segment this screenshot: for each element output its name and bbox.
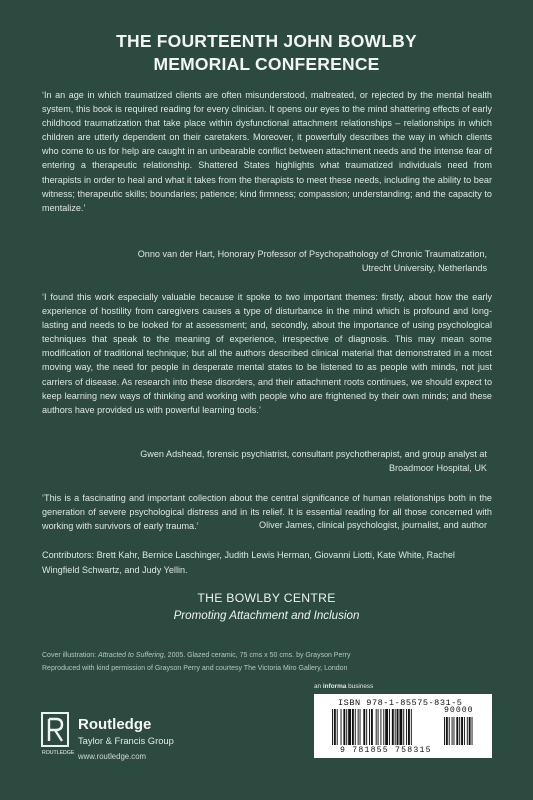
credits-prefix: Cover illustration: <box>42 652 97 659</box>
attribution-line: Gwen Adshead, forensic psychiatrist, consultant psychotherapist, and group analyst at <box>140 449 487 459</box>
attribution-line: Onno van der Hart, Honorary Professor of Psychopathology of Chronic Traumatization, <box>137 249 487 259</box>
cover-credits <box>42 650 442 675</box>
barcode-addon-digits: 90000 <box>444 706 474 715</box>
endorsement-attribution-2 <box>67 447 487 475</box>
contributors-list: Contributors: Brett Kahr, Bernice Laschinger, Judith Lewis Herman, Giovanni Liotti, Kate White, Rachel Wingfield Schwartz, and Judy Yellin. <box>42 550 455 575</box>
publisher-group: Taylor & Francis Group <box>78 735 174 746</box>
credits-line-1 <box>42 650 442 663</box>
endorsement-quote-3: ‘This is a fascinating and important collection about the central significance of human relationships both in the generation of severe psychological distress and in its relief. It is essential reading for all those concerned with working with survivors of early trauma.’ <box>42 493 492 532</box>
credits-line-2: Reproduced with kind permission of Grayson Perry and courtesy The Victoria Miro Gallery, London <box>42 664 348 672</box>
routledge-logo-icon <box>41 712 75 756</box>
publisher-name: Routledge <box>78 716 152 733</box>
informa-brand: informa <box>322 683 347 690</box>
title-line-2: MEMORIAL CONFERENCE <box>153 54 380 74</box>
endorsement-quote-1: ‘In an age in which traumatized clients are often misunderstood, maltreated, or rejected by the mental health system, this book is required reading for every clinician. It opens our eyes to the mind shattering effects of early childhood traumatization that take place within dysfunctional attachment relationships – relationships in which children are utterly dependent on their caretakers. Moreover, it powerfully describes the way in which clients who come to us for help are caught in an unbearable conflict between attachment needs and the intense fear of entering a therapeutic relationship. Shattered States highlights what traumatized individuals need from therapists in order to heal and what it takes from the therapists to meet these needs, including the ability to bear witness; therapeutic skills; boundaries; patience; kind firmness; compassion; understanding; and the capacity to mentalize.’ <box>42 90 492 213</box>
attribution-line: Utrecht University, Netherlands <box>361 263 487 274</box>
svg-text:ROUTLEDGE: ROUTLEDGE <box>42 750 75 756</box>
barcode-digits: 9 781855 758315 <box>340 746 432 755</box>
book-series-title <box>0 30 533 76</box>
informa-business-tag: an informa business <box>314 683 374 690</box>
endorsement-attribution-3 <box>67 518 487 532</box>
artwork-details: , 2005. Glazed ceramic, 75 cms x 50 cms. by Grayson Perry <box>163 652 351 659</box>
publisher-url: www.routledge.com <box>78 752 147 761</box>
artwork-title: Attracted to Suffering <box>98 652 164 659</box>
attribution-line: Oliver James, clinical psychologist, journalist, and author <box>259 520 487 530</box>
isbn-barcode <box>314 694 492 758</box>
endorsement-quote-2: ‘I found this work especially valuable because it spoke to two important themes: firstly, about how the early experience of hostility from caregivers causes a type of disturbance in the mind which is profound and long-lasting and needs to be looked for at assessment; and, secondly, about the importance of using psychological techniques that speak to the meaning of experience, irrespective of diagnosis. This may mean some modification of traditional technique; but all the authors described clinical material that demonstrated in a most moving way, the need for people in desperate mental states to be listened to as people with minds, not just carriers of disease. As research into these disorders, and their attachment roots continues, we should expect to keep learning new ways of thinking and working with people who are frightened by their own minds; and these authors have provided us with powerful learning tools.’ <box>42 292 492 415</box>
title-line-1: THE FOURTEENTH JOHN BOWLBY <box>116 31 417 51</box>
attribution-line: Broadmoor Hospital, UK <box>388 463 487 474</box>
centre-name: THE BOWLBY CENTRE <box>197 591 336 605</box>
endorsement-attribution-1 <box>67 247 487 275</box>
centre-tagline: Promoting Attachment and Inclusion <box>173 609 360 622</box>
isbn-label: ISBN 978-1-85575-831-5 <box>338 698 463 708</box>
